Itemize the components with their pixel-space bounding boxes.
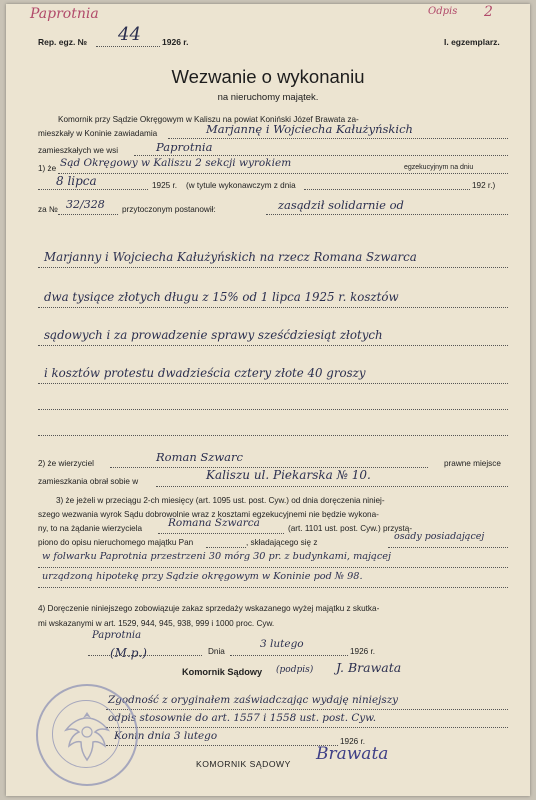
cert-year-prefix: 192	[340, 737, 354, 746]
title-text: (w tytule wykonawczym z dnia	[186, 181, 296, 190]
ruling-2: Marjanny i Wojciecha Kałużyńskich na rzecz Romana Szwarca	[44, 250, 417, 264]
point2-right: prawne miejsce	[444, 459, 501, 468]
eagle-emblem-icon	[60, 706, 114, 764]
point3-owner-line	[206, 547, 246, 548]
title-line	[304, 189, 470, 190]
point1-label: 1) że	[38, 164, 57, 173]
mp-hand: (M.p.)	[110, 646, 147, 660]
creditor-hand: Roman Szwarc	[156, 450, 243, 464]
addressee-hand: Marjannę i Wojciecha Kałużyńskich	[206, 122, 413, 136]
year-digit: 6	[176, 37, 181, 47]
point3-hand3-line	[38, 587, 508, 588]
case-prefix: za №	[38, 205, 58, 214]
sig-year-digit: 6	[363, 647, 369, 656]
point3-line4-mid: , składającego się z	[246, 538, 318, 547]
point3-line1: 3) że jeżeli w przeciągu 2-ch miesięcy (art. 1095 ust. post. Cyw.) od dnia doręczenia niniej-	[56, 496, 385, 505]
point3-creditor-line	[158, 533, 284, 534]
ruling-1-line	[266, 214, 508, 215]
day-line	[230, 655, 348, 656]
intro-line1: Komornik przy Sądzie Okręgowym w Kaliszu na powiat Koniński Józef Brawata za-	[58, 115, 359, 124]
addressee-line	[168, 138, 508, 139]
court-line	[58, 173, 508, 174]
komornik-footer: KOMORNIK SĄDOWY	[196, 759, 291, 769]
place-line	[88, 655, 202, 656]
blank-line-1	[38, 409, 508, 410]
point3-line4-prefix: piono do opisu nieruchomego majątku Pan	[38, 538, 194, 547]
intro-line3-prefix: zamieszkałych we wsi	[38, 146, 119, 155]
case-number: 32/328	[66, 198, 105, 211]
cert-year-digit: 6	[353, 737, 359, 746]
point3-line2: szego wezwania wyrok Sądu dobrowolnie wraz z kosztami egzekucyjnemi nie będzie wykona-	[38, 510, 379, 519]
ruling-5: i kosztów protestu dwadzieścia cztery złote 40 groszy	[44, 366, 366, 380]
rep-year	[162, 37, 189, 47]
ruling-3: dwa tysiące złotych długu z 15% od 1 lipca 1925 r. kosztów	[44, 290, 399, 304]
day-label: Dnia	[208, 647, 225, 656]
signer-hand: J. Brawata	[336, 660, 402, 675]
point3-hand2-line	[38, 567, 508, 568]
exec-fragment: egzekucyjnym na dniu	[404, 164, 474, 171]
year-prefix: 192	[162, 37, 177, 47]
footer-signature: Brawata	[316, 744, 389, 764]
official-stamp	[36, 684, 138, 786]
podpis-hand: (podpis)	[276, 665, 314, 675]
document-page	[6, 4, 530, 796]
day-hand: 3 lutego	[260, 638, 304, 650]
point3-line3-prefix: ny, to na żądanie wierzyciela	[38, 524, 143, 533]
point4-line1: 4) Doręczenie niniejszego zobowiązuje zakaz sprzedaży wskazanego wyżej majątku z skutka-	[38, 604, 380, 613]
ruling-4: sądowych i za prowadzenie sprawy sześćdziesiąt złotych	[44, 328, 383, 342]
cert-line1-rule	[106, 709, 508, 710]
sig-year	[350, 647, 375, 656]
cert-year-suffix: r.	[360, 737, 366, 746]
address-hand: Kaliszu ul. Piekarska № 10.	[206, 468, 371, 482]
point3-hand3: urządzoną hipotekę przy Sądzie okręgowym w Koninie pod № 98.	[42, 571, 363, 582]
point3-line3-suffix: (art. 1101 ust. post. Cyw.) przystą-	[288, 524, 413, 533]
cert-line3: Konin dnia 3 lutego	[114, 730, 218, 742]
point4-line2: mi wskazanymi w art. 1529, 944, 945, 938, 999 i 1000 proc. Cyw.	[38, 619, 275, 628]
village-hand: Paprotnia	[156, 140, 213, 154]
blank-line-2	[38, 435, 508, 436]
date-line	[38, 189, 148, 190]
point3-hand2: w folwarku Paprotnia przestrzeni 30 mórg 30 pr. z budynkami, mającej	[42, 551, 391, 562]
copy-label: I. egzemplarz.	[444, 37, 500, 47]
rep-number: 44	[118, 24, 141, 45]
cert-line2: odpis stosownie do art. 1557 i 1558 ust. post. Cyw.	[108, 712, 377, 724]
copy-number: 2	[484, 4, 493, 20]
year-suffix: r.	[183, 37, 189, 47]
intro-line2-prefix: mieszkały w Koninie zawiadamia	[38, 129, 158, 138]
cert-line3-rule	[106, 745, 338, 746]
komornik-label: Komornik Sądowy	[182, 667, 263, 677]
rep-label: Rep. egz. №	[38, 37, 88, 47]
ruling-5-line	[38, 383, 508, 384]
document-subtitle: na nieruchomy majątek.	[217, 92, 319, 103]
sig-year-prefix: 192	[350, 647, 364, 656]
point3-hand1: osady posiadającej	[394, 531, 485, 542]
copy-note: Odpis	[428, 6, 458, 17]
cert-line2-rule	[106, 727, 508, 728]
case-line	[58, 214, 118, 215]
point2-line2: zamieszkania obrał sobie w	[38, 477, 139, 486]
sig-year-suffix: r.	[370, 647, 376, 656]
court-hand: Sąd Okręgowy w Kaliszu 2 sekcji wyrokiem	[60, 157, 292, 169]
address-line	[156, 486, 508, 487]
corner-note: Paprotnia	[30, 6, 99, 22]
year-hand: 1925 r.	[152, 181, 178, 190]
point2-label: 2) że wierzyciel	[38, 459, 94, 468]
decree-label: przytoczonym postanowił:	[122, 205, 216, 214]
title-year: 192 r.)	[472, 181, 496, 190]
point3-creditor: Romana Szwarca	[168, 517, 260, 529]
rep-line	[96, 46, 160, 47]
document-title: Wezwanie o wykonaniu	[171, 66, 365, 87]
ruling-2-line	[38, 267, 508, 268]
cert-line1: Zgodność z oryginałem zaświadczając wydaję niniejszy	[108, 694, 399, 706]
village-line	[134, 155, 508, 156]
ruling-1: zasądził solidarnie od	[278, 198, 404, 212]
date-hand: 8 lipca	[56, 174, 97, 188]
ruling-3-line	[38, 307, 508, 308]
ruling-4-line	[38, 345, 508, 346]
point3-hand1-line	[388, 547, 508, 548]
place-hand: Paprotnia	[92, 630, 142, 641]
